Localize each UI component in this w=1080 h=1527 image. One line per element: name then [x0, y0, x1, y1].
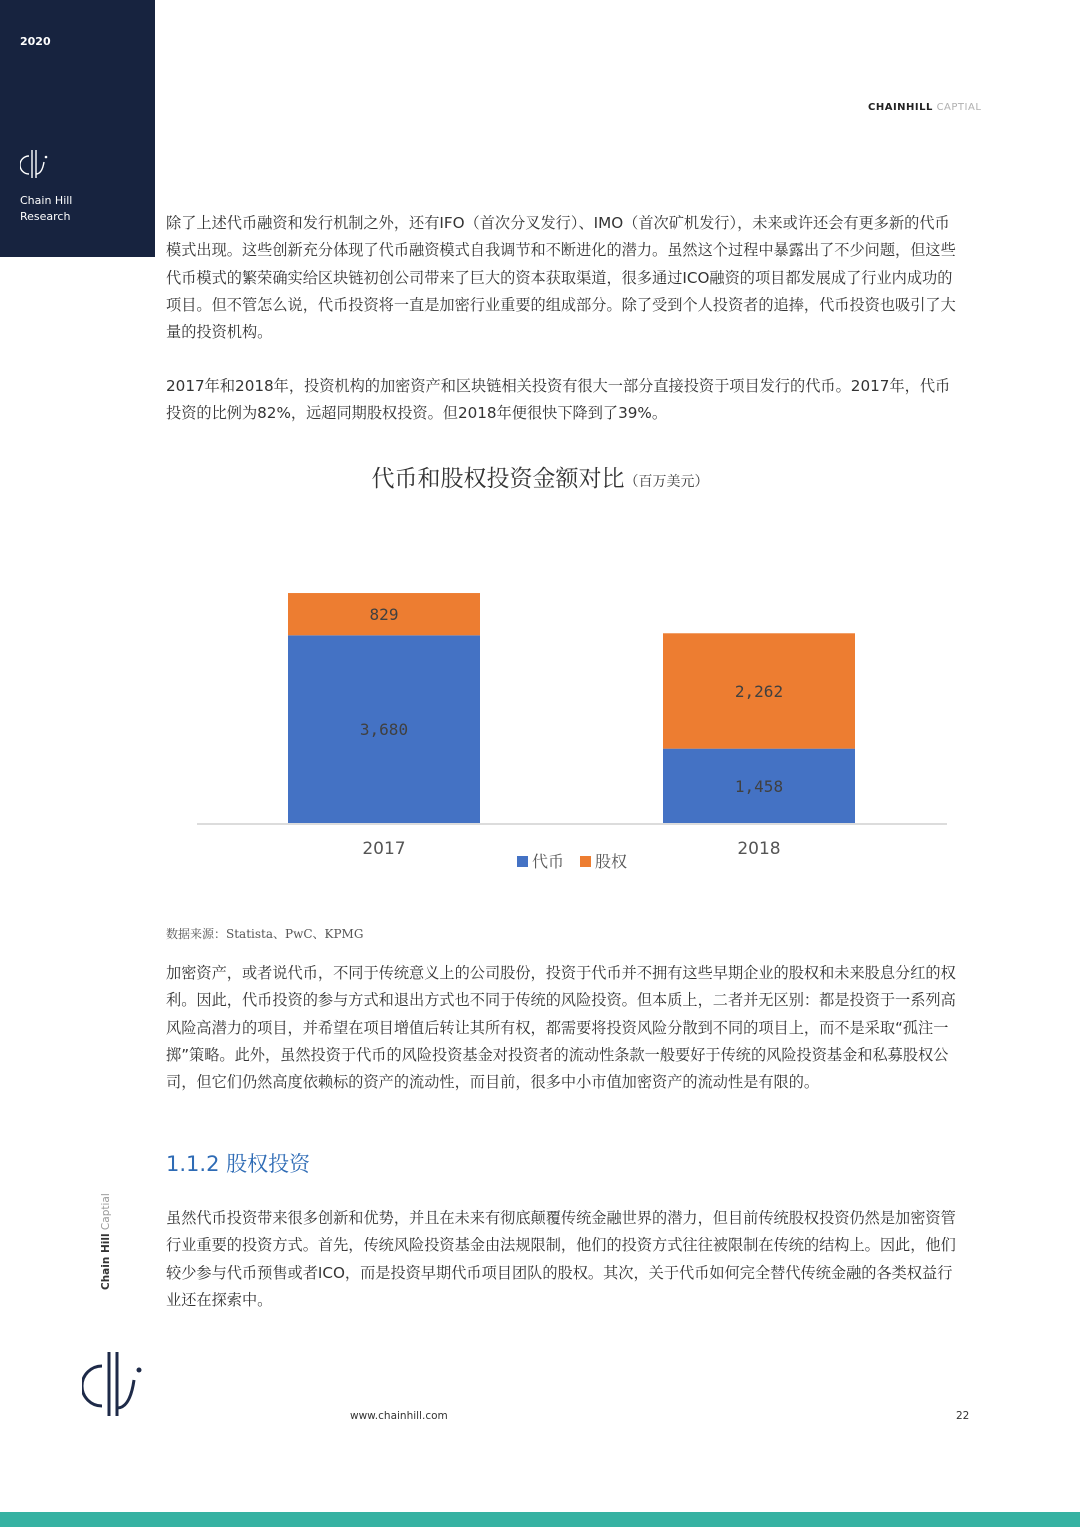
legend-label-0: 代币 [532, 852, 565, 871]
chart-title-unit: （百万美元） [624, 474, 709, 490]
page-number: 22 [956, 1410, 970, 1422]
data-source: 数据来源：Statista、PwC、KPMG [166, 927, 364, 941]
paragraph-1: 除了上述代币融资和发行机制之外，还有IFO（首次分叉发行）、IMO（首次矿机发行），未来或许还会有更多新的代币模式出现。这些创新充分体现了代币融资模式自我调节和不断进化的潜力。虽然这个过程中暴露出了不少问题，但这些代币模式的繁荣确实给区块链初创公司带来了巨大的资本获取渠道，很多通过ICO融资的项目都发展成了行业内成功的项目。但不管怎么说，代币投资将一直是加密行业重要的组成部分。除了受到个人投资者的追捧，代币投资也吸引了大量的投资机构。 [166, 214, 956, 342]
bar-label-2017-series-1: 829 [369, 605, 399, 625]
header-brand-strong: CHAINHILL [868, 102, 933, 113]
chain-hill-logo-icon [20, 148, 50, 180]
legend-swatch-0 [517, 856, 528, 867]
paragraph-2: 2017年和2018年，投资机构的加密资产和区块链相关投资有很大一部分直接投资于项目发行的代币。2017年，代币投资的比例为82%，远超同期股权投资。但2018年便很快下降到了39%。 [166, 377, 951, 423]
header-brand [868, 102, 981, 113]
brand-name [20, 193, 72, 225]
bar-label-2018-series-1: 2,262 [734, 681, 784, 701]
paragraph-4: 虽然代币投资带来很多创新和优势，并且在未来有彻底颠覆传统金融世界的潜力，但目前传统股权投资仍然是加密资管行业重要的投资方式。首先，传统风险投资基金由法规限制，他们的投资方式往往被限制在传统的结构上。因此，他们较少参与代币预售或者ICO，而是投资早期代币项目团队的股权。其次，关于代币如何完全替代传统金融的各类权益行业还在探索中。 [166, 1209, 956, 1309]
bar-label-2017-series-0: 3,680 [359, 720, 409, 740]
chart-title-main: 代币和股权投资金额对比 [371, 466, 625, 492]
legend-swatch-1 [580, 856, 591, 867]
footer-url[interactable]: www.chainhill.com [350, 1410, 448, 1422]
bar-label-2018-series-0: 1,458 [734, 776, 784, 796]
brand-name-line2: Research [20, 210, 71, 223]
x-tick-label-2018: 2018 [737, 839, 781, 859]
side-vertical-brand [100, 1193, 112, 1290]
paragraph-3: 加密资产，或者说代币，不同于传统意义上的公司股份，投资于代币并不拥有这些早期企业的股权和未来股息分红的权利。因此，代币投资的参与方式和退出方式也不同于传统的风险投资。但本质上，二者并无区别：都是投资于一系列高风险高潜力的项目，并希望在项目增值后转让其所有权，都需要将投资风险分散到不同的项目上，而不是采取“孤注一掷”策略。此外，虽然投资于代币的风险投资基金对投资者的流动性条款一般要好于传统的风险投资基金和私募股权公司，但它们仍然高度依赖标的资产的流动性，而目前，很多中小市值加密资产的流动性是有限的。 [166, 964, 956, 1092]
header-brand-light: CAPTIAL [936, 102, 982, 113]
section-heading: 1.1.2 股权投资 [166, 1152, 311, 1176]
side-brand-light: Captial [100, 1193, 112, 1231]
report-year: 2020 [20, 35, 51, 48]
x-tick-label-2017: 2017 [362, 839, 406, 859]
chain-hill-logo-large-icon [82, 1350, 148, 1420]
chart-title [0, 460, 1080, 493]
sidebar-block [0, 0, 155, 257]
side-brand-strong: Chain Hill [100, 1233, 112, 1290]
legend-label-1: 股权 [595, 852, 628, 871]
stacked-bar-chart [160, 530, 960, 890]
brand-name-line1: Chain Hill [20, 194, 73, 207]
bottom-accent-bar [0, 1512, 1080, 1527]
